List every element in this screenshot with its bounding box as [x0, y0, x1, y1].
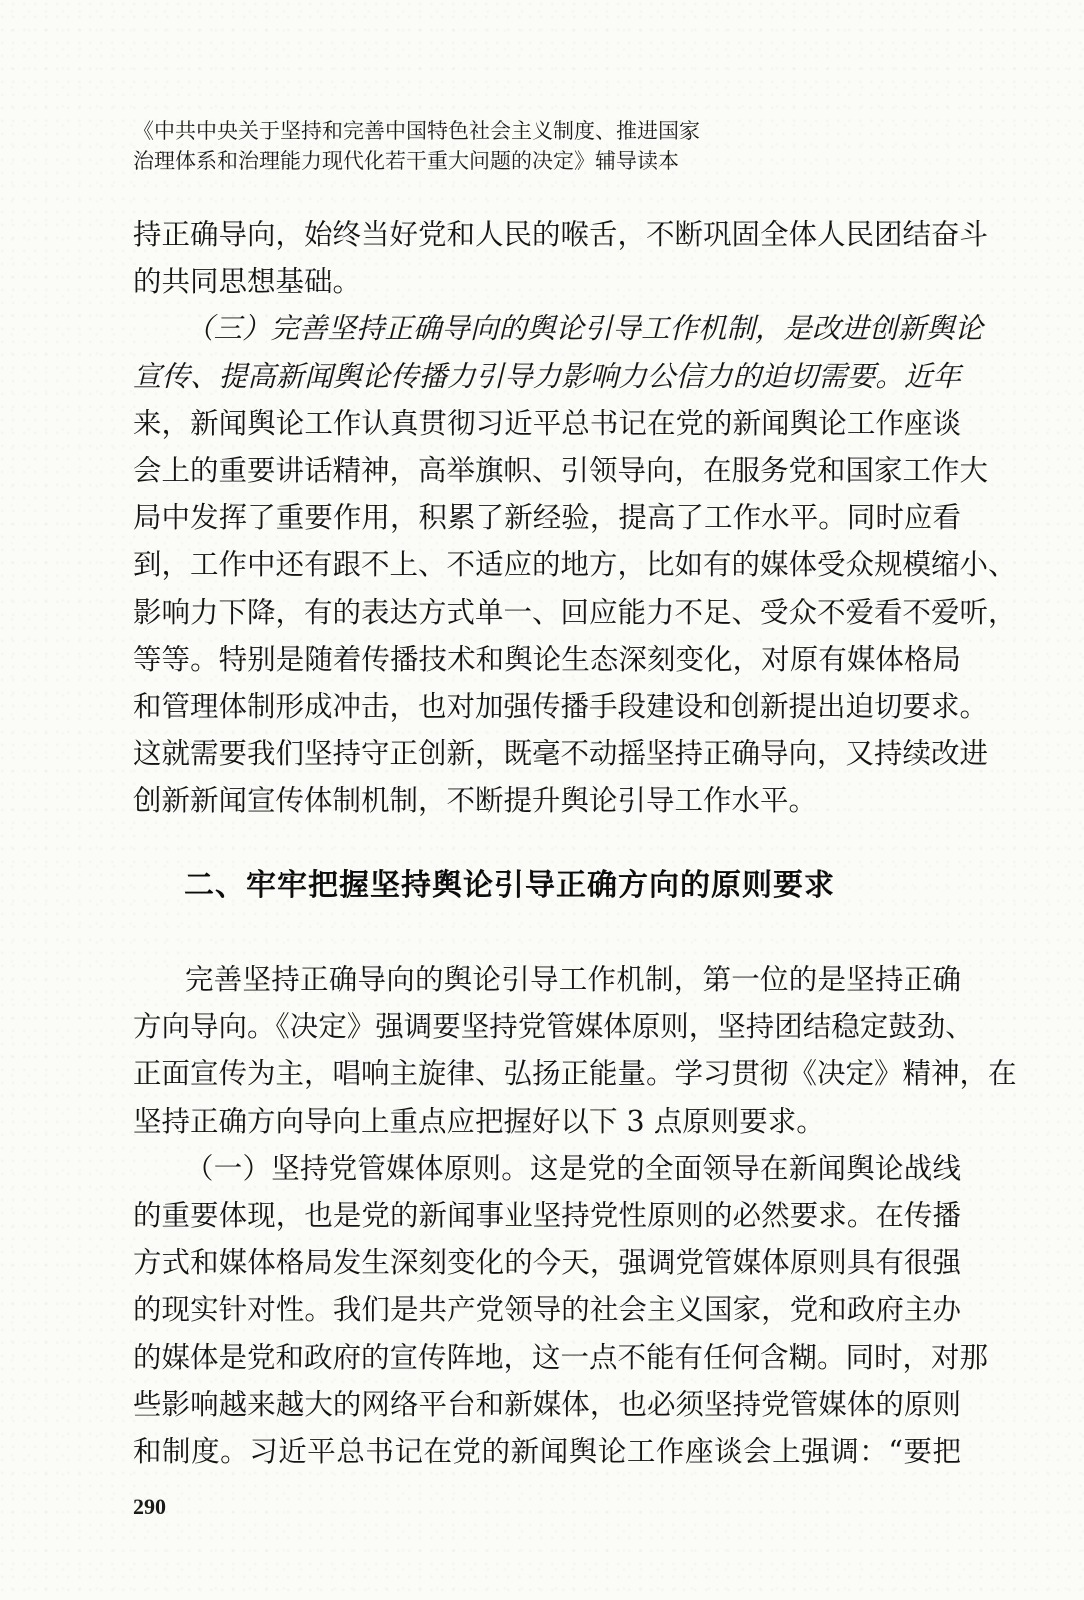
text-line: 影响力下降，有的表达方式单一、回应能力不足、受众不爱看不爱听，: [133, 595, 1017, 629]
page-number: 290: [133, 1494, 166, 1519]
text-line: 些影响越来越大的网络平台和新媒体，也必须坚持党管媒体的原则: [133, 1387, 961, 1421]
text-line: 坚持正确方向导向上重点应把握好以下 3 点原则要求。: [133, 1104, 825, 1138]
text-line: 的现实针对性。我们是共产党领导的社会主义国家，党和政府主办: [133, 1293, 961, 1327]
paragraph-first-line: （一）坚持党管媒体原则。这是党的全面领导在新闻舆论战线: [185, 1151, 961, 1185]
text-line: 的重要体现，也是党的新闻事业坚持党性原则的必然要求。在传播: [133, 1198, 961, 1232]
text-line: 会上的重要讲话精神，高举旗帜、引领导向，在服务党和国家工作大: [133, 453, 989, 487]
text-line: 宣传、提高新闻舆论传播力引导力影响力公信力的迫切需要。近年: [133, 359, 961, 393]
text-line: 持正确导向，始终当好党和人民的喉舌，不断巩固全体人民团结奋斗: [133, 218, 989, 251]
text-line: 和制度。习近平总书记在党的新闻舆论工作座谈会上强调：“要把: [133, 1434, 961, 1468]
text-line: 创新新闻宣传体制机制，不断提升舆论引导工作水平。: [133, 784, 818, 818]
text-line: 方式和媒体格局发生深刻变化的今天，强调党管媒体原则具有很强: [133, 1246, 961, 1280]
text-line: 局中发挥了重要作用，积累了新经验，提高了工作水平。同时应看: [133, 501, 961, 535]
running-header-line-1: 《中共中央关于坚持和完善中国特色社会主义制度、推进国家: [133, 119, 700, 143]
running-header-line-2: 治理体系和治理能力现代化若干重大问题的决定》辅导读本: [133, 149, 679, 173]
text-line: 正面宣传为主，唱响主旋律、弘扬正能量。学习贯彻《决定》精神，在: [133, 1057, 1017, 1091]
text-line: 这就需要我们坚持守正创新，既毫不动摇坚持正确导向，又持续改进: [133, 737, 989, 771]
text-line: 和管理体制形成冲击，也对加强传播手段建设和创新提出迫切要求。: [133, 689, 989, 723]
text-line: 来，新闻舆论工作认真贯彻习近平总书记在党的新闻舆论工作座谈: [133, 406, 961, 440]
paragraph-first-line: 完善坚持正确导向的舆论引导工作机制，第一位的是坚持正确: [185, 963, 961, 996]
text-line: 的共同思想基础。: [133, 265, 362, 299]
paragraph-first-line: （三）完善坚持正确导向的舆论引导工作机制，是改进创新舆论: [185, 312, 984, 346]
body-text-block-2: [133, 956, 1017, 1475]
text-line: 到，工作中还有跟不上、不适应的地方，比如有的媒体受众规模缩小、: [133, 548, 1017, 582]
text-line: 等等。特别是随着传播技术和舆论生态深刻变化，对原有媒体格局: [133, 642, 961, 676]
text-line: 方向导向。《决定》强调要坚持党管媒体原则，坚持团结稳定鼓劲、: [133, 1010, 974, 1044]
section-heading: 二、牢牢把握坚持舆论引导正确方向的原则要求: [184, 868, 835, 903]
running-header: [133, 116, 893, 176]
body-text-block-1: [133, 211, 1017, 824]
text-line: 的媒体是党和政府的宣传阵地，这一点不能有任何含糊。同时，对那: [133, 1340, 989, 1374]
